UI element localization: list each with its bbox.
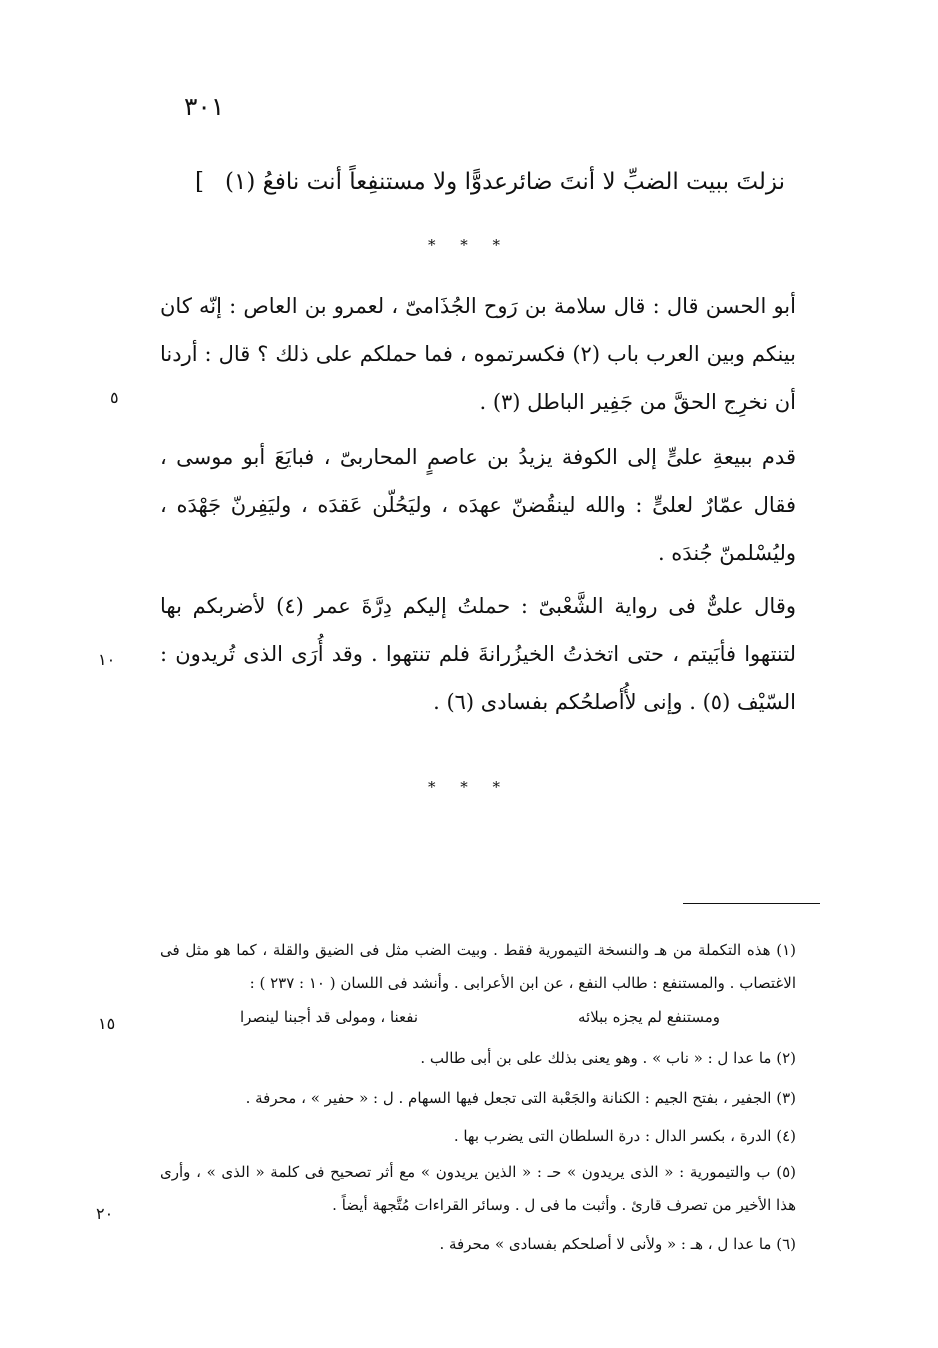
footnote-2: (٢) ما عدا ل : « ناب » . وهو يعنى بذلك على بن أبى طالب .	[420, 1049, 796, 1067]
page-number: ٣٠١	[184, 92, 225, 121]
line-number-15: ١٥	[98, 1014, 116, 1033]
paragraph-2: قدم ببيعةِ علىٍّ إلى الكوفة يزيدُ بن عاصمٍ المحاربىّ ، فبايَعَ أبو موسى ، فقال عمّارٌ لعلىٍّ : والله لينقُضنّ عهدَه ، وليَحُلّن عَقدَه ، وليَفِرنّ جَهْدَه ، وليُسْلمنّ جُندَه .	[160, 445, 796, 565]
footnote-5: (٥) ب والتيمورية : « الذى يريدون » حـ : « الذين يريدون » مع أثر تصحيح فى كلمة « الذى » ، وأرى هذا الأخير من تصرف قارئ . وأثبت ما فى ل . وسائر القراءات مُتَّجهة أيضاً .	[160, 1163, 796, 1214]
footnote-verse-hemistich-2: نفعنا ، ومولى قد أجبنا لينصرا	[240, 1008, 419, 1026]
line-number-10: ١٠	[98, 650, 116, 669]
line-number-5: ٥	[110, 388, 119, 407]
footnote-6: (٦) ما عدا ل ، هـ : « ولأنى لا أصلحكم بفسادى » محرفة .	[439, 1235, 796, 1253]
line-number-20: ٢٠	[96, 1204, 114, 1223]
paragraph-3: وقال علىٌّ فى رواية الشَّعْبىّ : حملتُ إليكم دِرَّةَ عمر (٤) لأضربكم بها لتنتهوا فأبَيتم ، حتى اتخذتُ الخيزُرانةَ فلم تنتهوا . وقد أُرَى الذى تُريدون : السّيْف (٥) . وإنى لأُأصلحُكم بفسادى (٦) .	[160, 594, 797, 714]
section-separator-1: * * *	[427, 236, 511, 254]
opening-verse	[195, 163, 795, 207]
verse-bracket: ]	[195, 169, 204, 195]
footnote-1: (١) هذه التكملة من هـ والنسخة التيمورية فقط . وبيت الضب مثل فى الضيق والقلة ، كما هو مثل فى الاغتصاب . والمستنفع : طالب النفع ، عن ابن الأعرابى . وأنشد فى اللسان ( ١٠ : ٢٣٧ ) :	[160, 941, 796, 992]
footnote-3: (٣) الجفير ، بفتح الجيم : الكنانة والجَعْبة التى تجعل فيها السهام . ل : « حفير » ، محرفة .	[245, 1089, 796, 1107]
verse-hemistich-1: نزلتَ ببيت الضبِّ لا أنتَ ضائر	[506, 169, 785, 195]
footnote-4: (٤) الدرة ، بكسر الدال : درة السلطان التى يضرب بها .	[453, 1127, 796, 1145]
section-separator-2: * * *	[427, 778, 511, 796]
paragraph-1: أبو الحسن قال : قال سلامة بن رَوح الجُذَامىّ ، لعمرو بن العاص : إنّه كان بينكم وبين العرب باب (٢) فكسرتموه ، فما حملكم على ذلك ؟ قال : أردنا أن نخرِج الحقَّ من جَفِير الباطل (٣) .	[160, 294, 796, 414]
footnote-verse-hemistich-1: ومستنفع لم يجزه ببلائه	[577, 1008, 720, 1026]
verse-hemistich-2: عدوًّا ولا مستنفِعاً أنت نافعُ (١)	[225, 169, 508, 195]
footnote-divider	[683, 903, 820, 904]
